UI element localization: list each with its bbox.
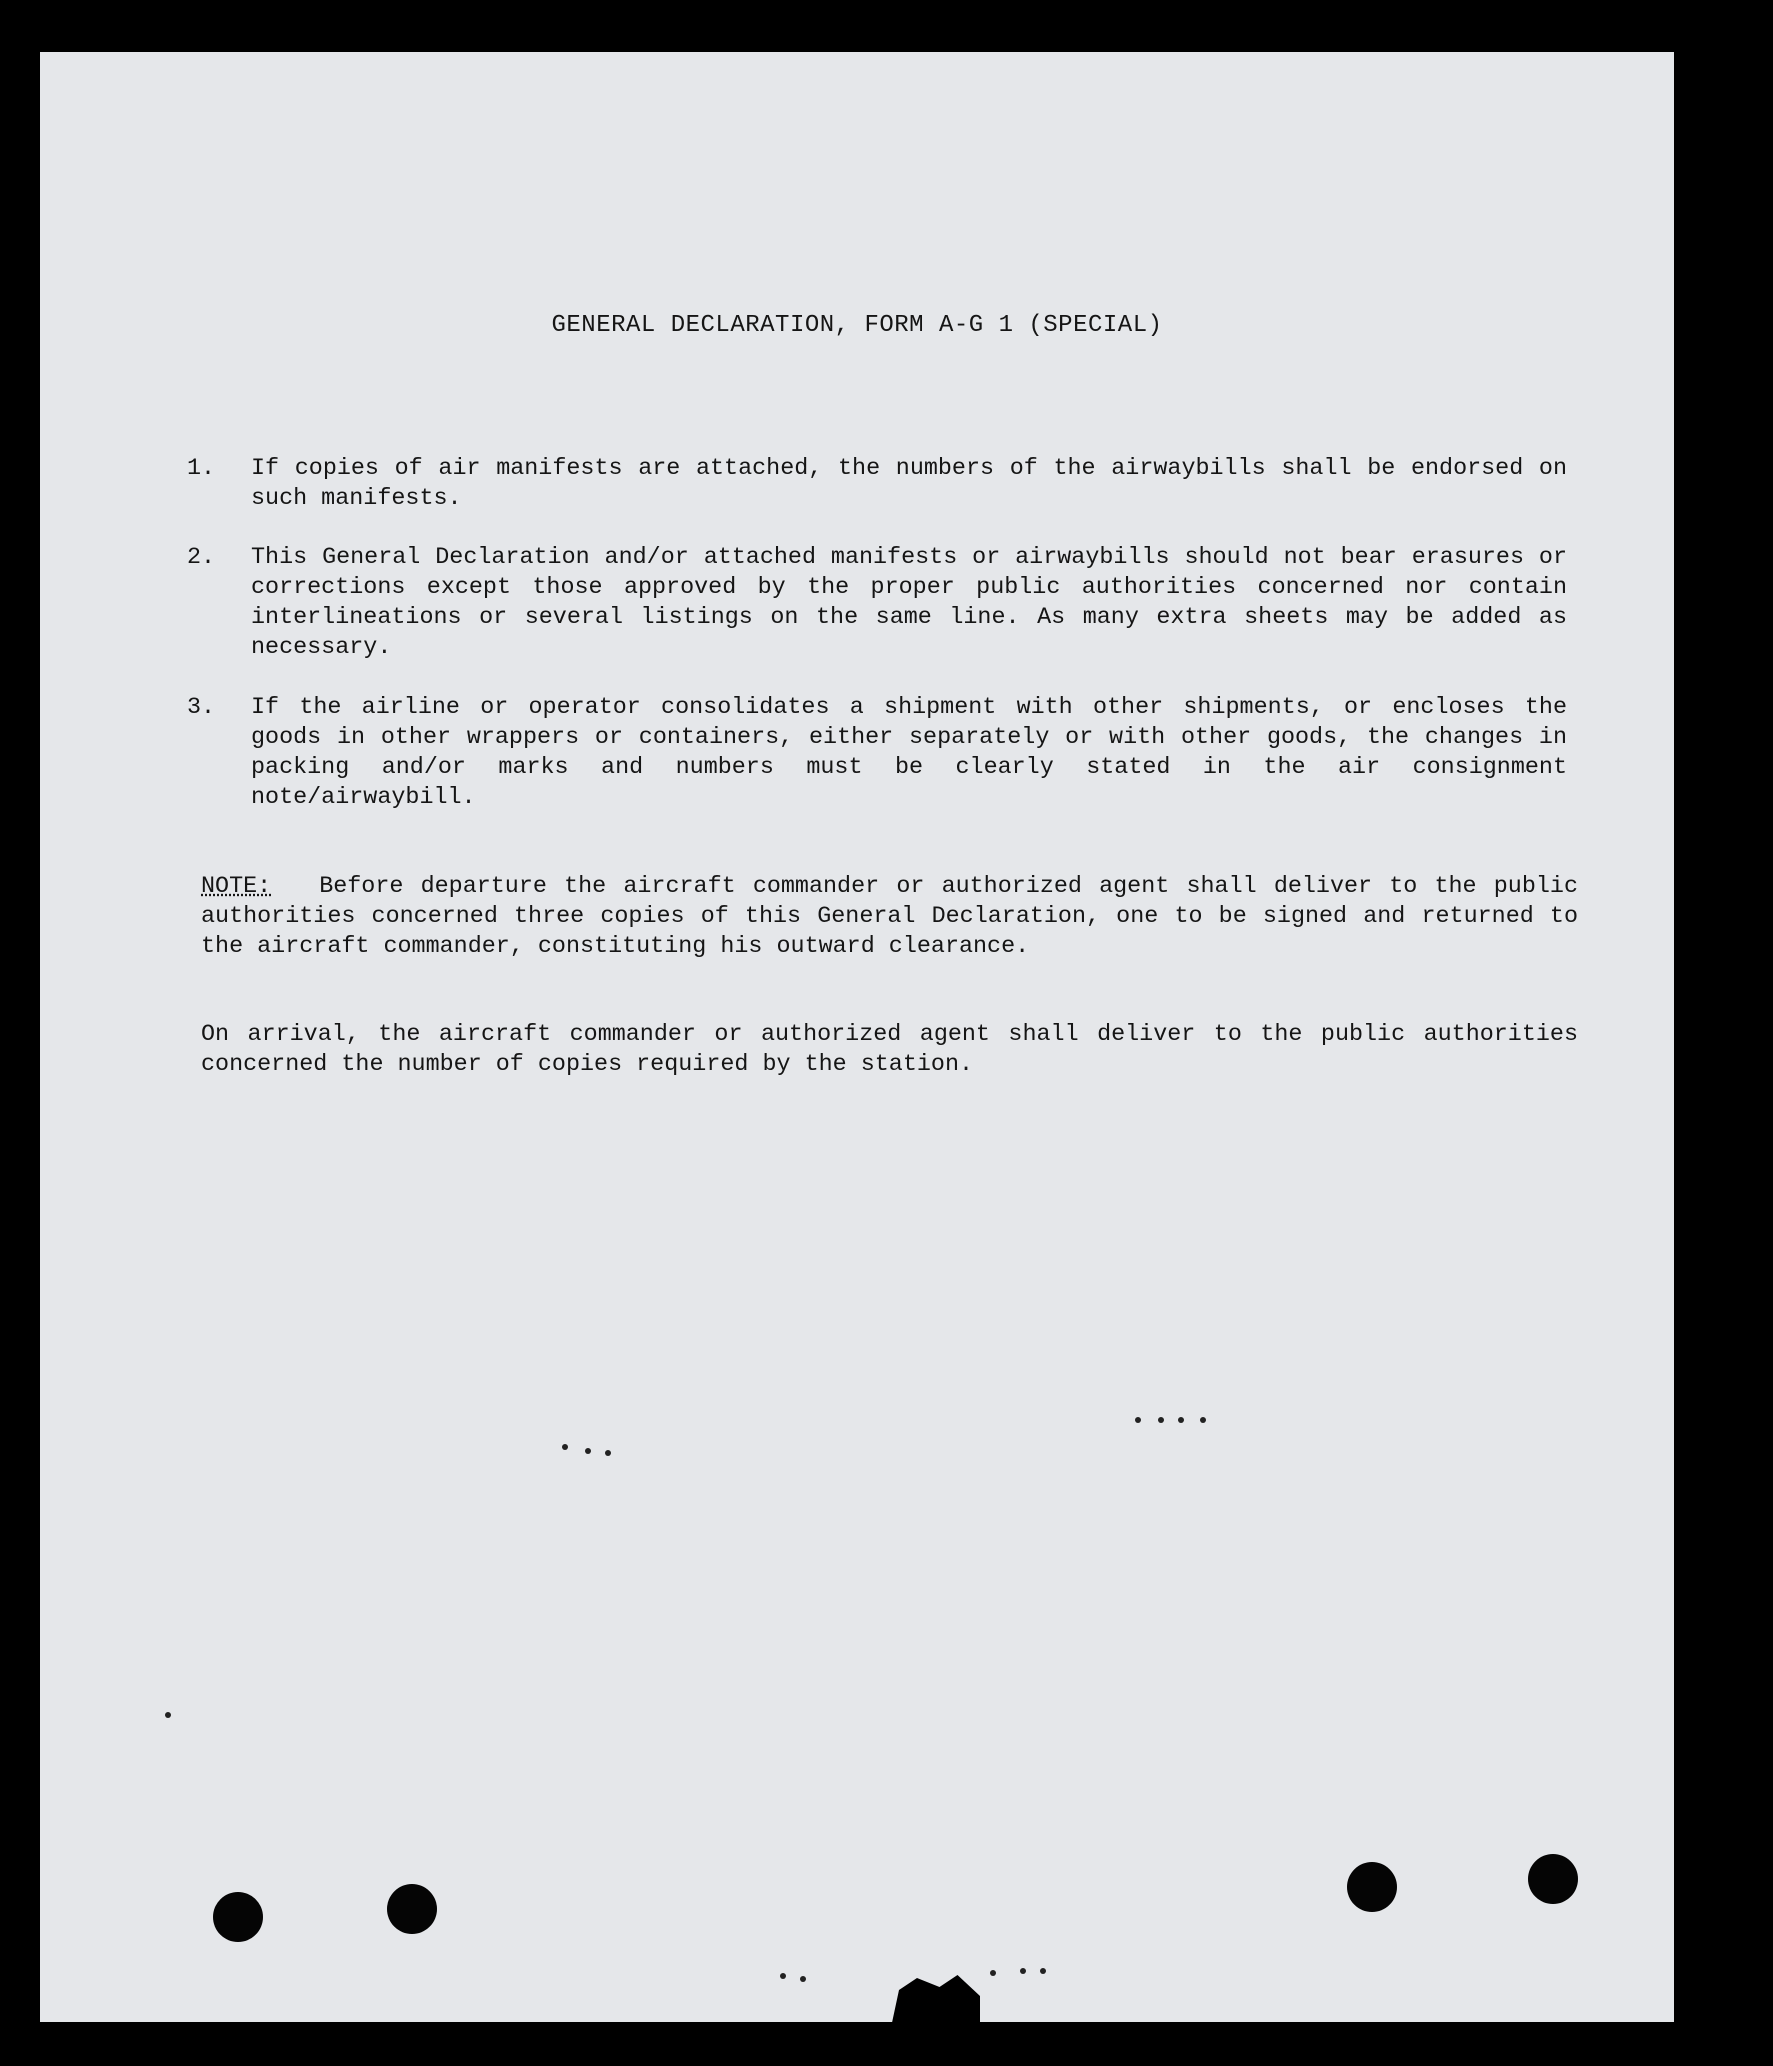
punch-hole (1528, 1854, 1578, 1904)
scan-speck (165, 1712, 171, 1718)
note-text: Before departure the aircraft commander or authorized agent shall deliver to the public authorities concerned three copies of this General Declaration, one to be signed and returned to the aircraft commander, constituting his outward clearance. (201, 874, 1578, 960)
document-page (40, 52, 1674, 2022)
scan-speck (800, 1976, 806, 1982)
instruction-item-1 (187, 454, 1567, 514)
scan-speck (562, 1444, 568, 1450)
scan-speck (780, 1973, 786, 1979)
scan-speck (990, 1970, 996, 1976)
scan-speck (1020, 1968, 1026, 1974)
note-paragraph (201, 872, 1578, 962)
item-number: 3. (187, 695, 216, 721)
scan-speck (1158, 1417, 1164, 1423)
scan-speck (605, 1450, 611, 1456)
instruction-item-3 (187, 693, 1567, 813)
punch-hole (213, 1892, 263, 1942)
arrival-paragraph: On arrival, the aircraft commander or authorized agent shall deliver to the public authorities concerned the number of copies required by the station. (201, 1022, 1578, 1078)
scan-speck (1200, 1417, 1206, 1423)
instruction-item-2 (187, 543, 1567, 663)
item-number: 1. (187, 456, 216, 482)
torn-edge (890, 1972, 980, 2022)
note-label: NOTE: (201, 874, 272, 900)
item-number: 2. (187, 545, 216, 571)
scan-speck (585, 1448, 591, 1454)
document-title: GENERAL DECLARATION, FORM A-G 1 (SPECIAL) (551, 312, 1163, 339)
item-text: If the airline or operator consolidates a shipment with other shipments, or encloses the goods in other wrappers or containers, either separately or with other goods, the changes in packing and/or marks and numbers must be clearly stated in the air consignment note/airwaybill. (251, 695, 1567, 811)
scan-speck (1040, 1968, 1046, 1974)
punch-hole (1347, 1862, 1397, 1912)
item-text: If copies of air manifests are attached, the numbers of the airwaybills shall be endorsed on such manifests. (251, 456, 1567, 512)
punch-hole (387, 1884, 437, 1934)
scan-speck (1178, 1417, 1184, 1423)
scan-speck (1135, 1417, 1141, 1423)
item-text: This General Declaration and/or attached manifests or airwaybills should not bear erasures or corrections except those approved by the proper public authorities concerned nor contain interlineations or several listings on the same line. As many extra sheets may be added as necessary. (251, 545, 1567, 661)
